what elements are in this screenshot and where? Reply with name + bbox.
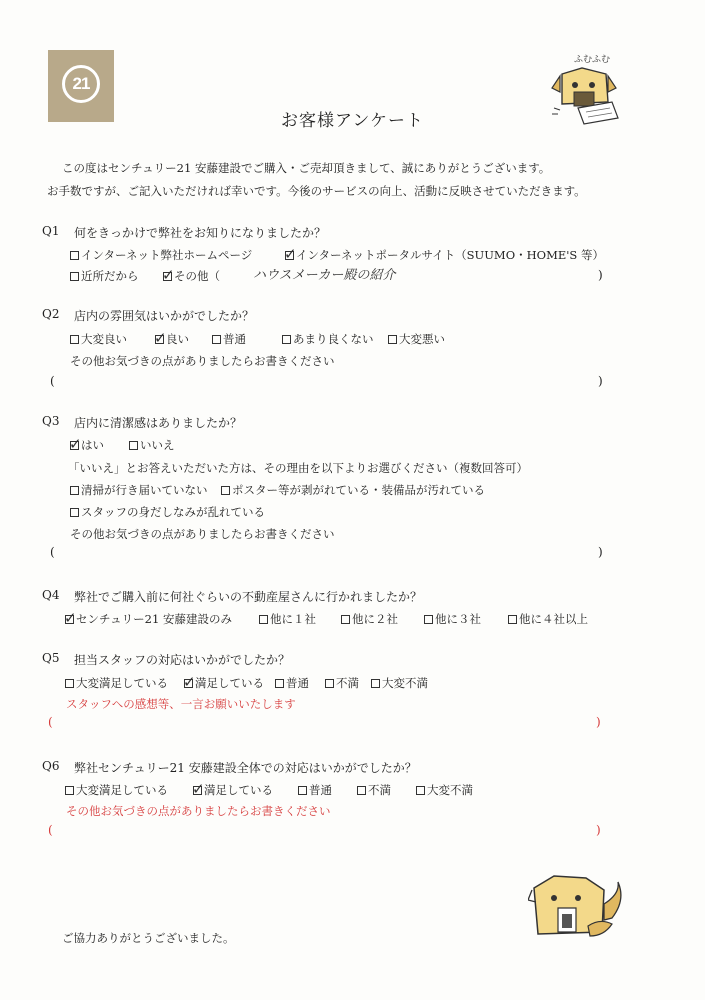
q2-option-normal[interactable]: 普通 xyxy=(212,331,246,347)
q1-other-answer[interactable]: ハウスメーカー殿の紹介 xyxy=(253,268,396,283)
q1-number: Q1 xyxy=(42,224,60,238)
q3-followup: 「いいえ」とお答えいただいた方は、その理由を以下よりお選びください（複数回答可） xyxy=(68,461,528,475)
q5-option-dissatisfied[interactable]: 不満 xyxy=(325,675,359,691)
checkbox[interactable] xyxy=(325,679,334,688)
q1-option-other[interactable]: ✓ その他（ xyxy=(162,265,220,284)
checkbox[interactable] xyxy=(70,508,79,517)
checkbox[interactable] xyxy=(129,441,138,450)
checkbox[interactable] xyxy=(259,615,268,624)
q2-open-paren: ( xyxy=(50,374,55,388)
checkbox[interactable] xyxy=(357,786,366,795)
check-mark-icon: ✓ xyxy=(192,779,205,798)
logo-text: 21 xyxy=(72,74,90,93)
check-mark-icon: ✓ xyxy=(284,244,297,263)
checkbox-checked[interactable] xyxy=(154,328,167,347)
q3-option-no[interactable]: いいえ xyxy=(129,437,175,453)
q3-open-paren: ( xyxy=(50,545,55,559)
checkbox[interactable] xyxy=(65,786,74,795)
checkbox[interactable] xyxy=(70,272,79,281)
q2-close-paren: ) xyxy=(598,374,603,388)
checkbox[interactable] xyxy=(70,251,79,260)
q3-text: 店内に清潔感はありましたか？ xyxy=(74,416,243,430)
q2-option-very-bad[interactable]: 大変悪い xyxy=(388,331,445,347)
q6-option-very-satisfied[interactable]: 大変満足している xyxy=(65,782,168,798)
sticker-caption: ふむふむ xyxy=(574,55,611,65)
checkbox-checked[interactable] xyxy=(192,779,205,798)
q6-option-normal[interactable]: 普通 xyxy=(298,782,332,798)
q2-text: 店内の雰囲気はいかがでしたか？ xyxy=(74,309,255,323)
checkbox[interactable] xyxy=(275,679,284,688)
check-mark-icon: ✓ xyxy=(162,265,175,284)
checkbox-checked[interactable] xyxy=(162,265,175,284)
checkbox[interactable] xyxy=(371,679,380,688)
q6-comment-prompt: その他お気づきの点がありましたらお書きください xyxy=(66,804,331,818)
q1-option-nearby[interactable]: 近所だから xyxy=(70,268,139,284)
checkbox[interactable] xyxy=(212,335,221,344)
q5-option-very-satisfied[interactable]: 大変満足している xyxy=(65,675,168,691)
checkbox-checked[interactable] xyxy=(69,434,82,453)
q4-number: Q4 xyxy=(42,588,60,602)
q5-number: Q5 xyxy=(42,651,60,665)
q6-option-very-dissatisfied[interactable]: 大変不満 xyxy=(416,782,473,798)
checkbox-checked[interactable] xyxy=(284,244,297,263)
check-mark-icon: ✓ xyxy=(183,672,196,691)
q3-option-yes[interactable]: ✓ はい xyxy=(69,434,104,453)
intro-line-1: この度はセンチュリー21 安藤建設でご購入・ご売却頂きまして、誠にありがとうございます。 xyxy=(62,161,551,175)
checkbox-checked[interactable] xyxy=(183,672,196,691)
check-mark-icon: ✓ xyxy=(69,434,82,453)
q5-comment-prompt: スタッフへの感想等、一言お願いいたします xyxy=(66,697,296,711)
q4-option-four-plus[interactable]: 他に４社以上 xyxy=(508,611,588,627)
intro-line-2: お手数ですが、ご記入いただければ幸いです。今後のサービスの向上、活動に反映させていただきます。 xyxy=(47,184,586,198)
q5-option-very-dissatisfied[interactable]: 大変不満 xyxy=(371,675,428,691)
checkbox[interactable] xyxy=(416,786,425,795)
q3-close-paren: ) xyxy=(598,545,603,559)
q3-reason-staff-appearance[interactable]: スタッフの身だしなみが乱れている xyxy=(70,504,265,520)
checkbox[interactable] xyxy=(388,335,397,344)
page-title: お客様アンケート xyxy=(281,111,424,131)
q4-option-three[interactable]: 他に３社 xyxy=(424,611,481,627)
q2-option-very-good[interactable]: 大変良い xyxy=(70,331,127,347)
q2-number: Q2 xyxy=(42,307,60,321)
q1-option-portal[interactable]: ✓ インターネットポータルサイト（SUUMO・HOME'S 等） xyxy=(284,244,604,263)
checkbox-checked[interactable] xyxy=(64,608,77,627)
q3-reason-posters[interactable]: ポスター等が剥がれている・装備品が汚れている xyxy=(221,482,485,498)
q2-option-not-good[interactable]: あまり良くない xyxy=(282,331,374,347)
checkbox[interactable] xyxy=(70,335,79,344)
q5-open-paren: ( xyxy=(48,715,53,729)
q6-number: Q6 xyxy=(42,759,60,773)
dog-house-icon xyxy=(528,874,624,942)
q2-option-good[interactable]: ✓ 良い xyxy=(154,328,189,347)
q4-option-only-us[interactable]: ✓ センチュリー21 安藤建設のみ xyxy=(64,608,232,627)
checkbox[interactable] xyxy=(65,679,74,688)
checkbox[interactable] xyxy=(508,615,517,624)
q5-option-normal[interactable]: 普通 xyxy=(275,675,309,691)
q6-open-paren: ( xyxy=(48,823,53,837)
q5-text: 担当スタッフの対応はいかがでしたか？ xyxy=(74,653,291,667)
checkbox[interactable] xyxy=(70,486,79,495)
q2-comment-prompt: その他お気づきの点がありましたらお書きください xyxy=(70,354,335,368)
q1-option-homepage[interactable]: インターネット弊社ホームページ xyxy=(70,247,252,263)
checkbox[interactable] xyxy=(424,615,433,624)
checkbox[interactable] xyxy=(221,486,230,495)
q1-text: 何をきっかけで弊社をお知りになりましたか？ xyxy=(74,226,327,240)
footer-thanks: ご協力ありがとうございました。 xyxy=(62,931,235,945)
checkbox[interactable] xyxy=(341,615,350,624)
q3-number: Q3 xyxy=(42,414,60,428)
q3-comment-prompt: その他お気づきの点がありましたらお書きください xyxy=(70,527,335,541)
check-mark-icon: ✓ xyxy=(64,608,77,627)
check-mark-icon: ✓ xyxy=(154,328,167,347)
q6-close-paren: ) xyxy=(596,823,601,837)
q5-close-paren: ) xyxy=(596,715,601,729)
checkbox[interactable] xyxy=(282,335,291,344)
checkbox[interactable] xyxy=(298,786,307,795)
q3-reason-cleaning[interactable]: 清掃が行き届いていない xyxy=(70,482,208,498)
q4-option-one[interactable]: 他に１社 xyxy=(259,611,316,627)
q4-text: 弊社でご購入前に何社ぐらいの不動産屋さんに行かれましたか？ xyxy=(74,590,423,604)
q6-option-satisfied[interactable]: ✓ 満足している xyxy=(192,779,273,798)
q5-option-satisfied[interactable]: ✓ 満足している xyxy=(183,672,264,691)
q1-close-paren: ) xyxy=(598,268,603,282)
q6-option-dissatisfied[interactable]: 不満 xyxy=(357,782,391,798)
q6-text: 弊社センチュリー21 安藤建設全体での対応はいかがでしたか？ xyxy=(74,761,417,775)
q4-option-two[interactable]: 他に２社 xyxy=(341,611,398,627)
